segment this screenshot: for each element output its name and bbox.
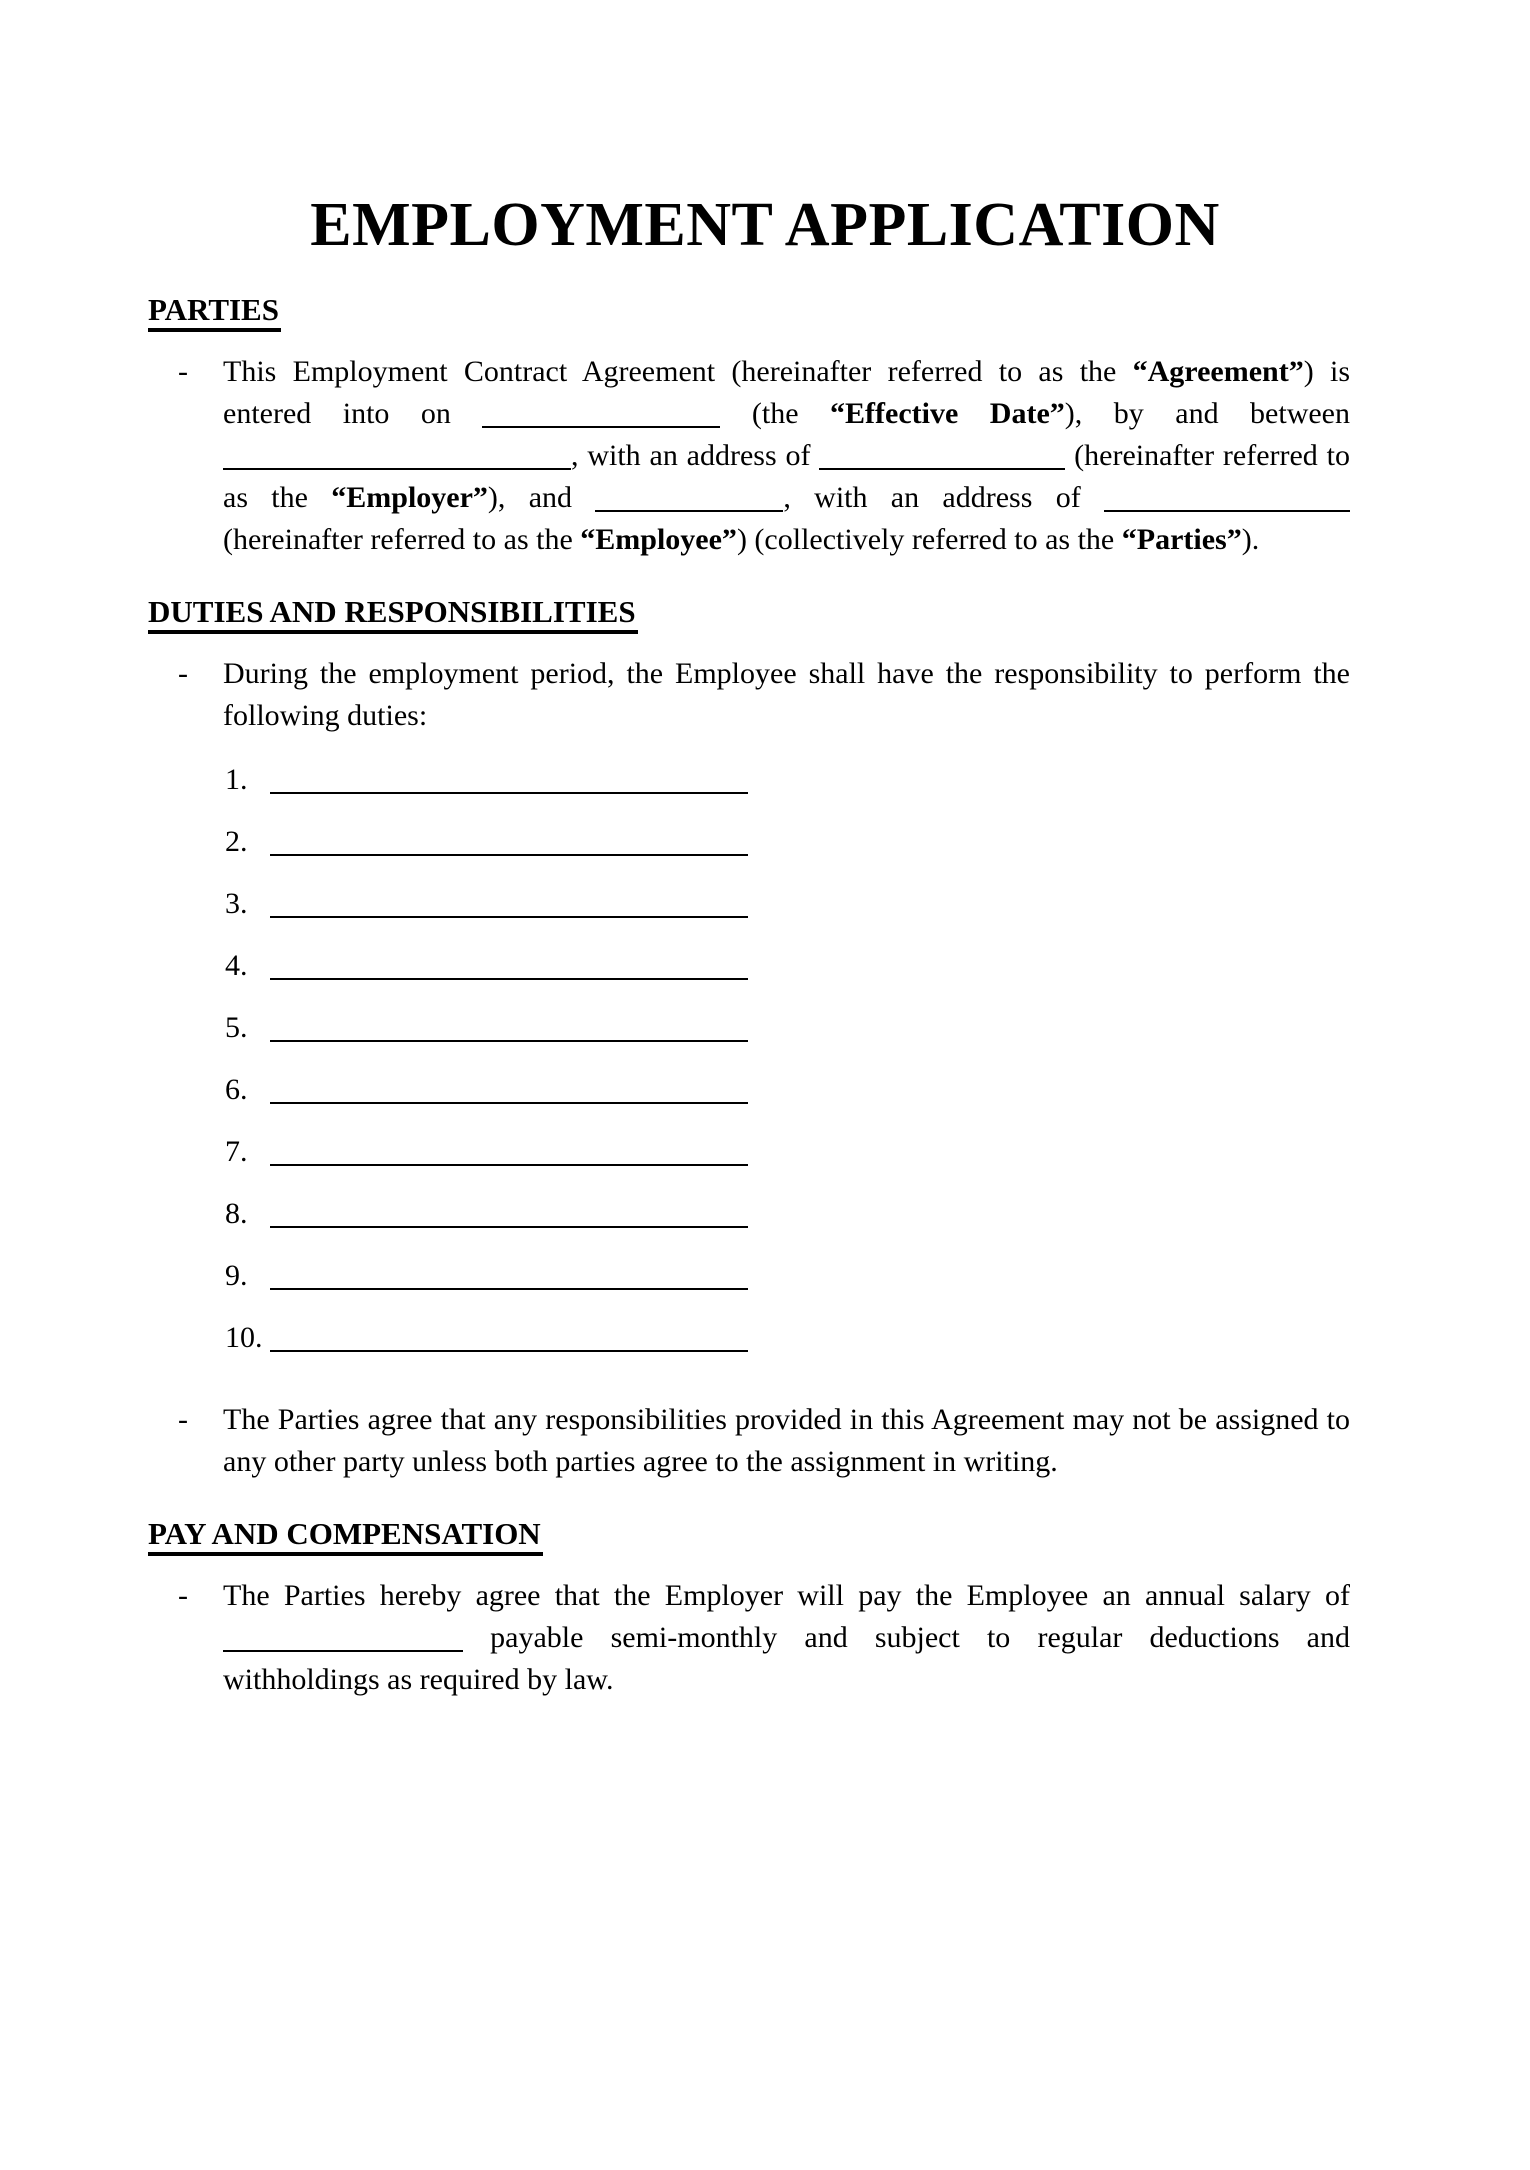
bold-text-run: “Employee” xyxy=(580,523,737,557)
text-run: ) (collectively referred to as the xyxy=(736,523,1122,557)
text-run: (the xyxy=(720,397,831,431)
duties-intro-paragraph xyxy=(223,653,1350,737)
employer-name-field[interactable] xyxy=(223,440,571,470)
duty-number: 1. xyxy=(225,763,248,797)
duty-blank-line[interactable] xyxy=(270,1012,748,1042)
section-heading-parties-label: PARTIES xyxy=(148,292,281,332)
section-heading-pay xyxy=(148,1513,1350,1555)
text-run: , with an address of xyxy=(571,439,820,473)
duty-list-row xyxy=(225,759,1350,801)
duty-blank-line[interactable] xyxy=(270,1198,748,1228)
duty-list-row xyxy=(225,883,1350,925)
parties-bullet xyxy=(148,351,1350,561)
duty-blank-line[interactable] xyxy=(270,764,748,794)
document-title: EMPLOYMENT APPLICATION xyxy=(310,191,1220,259)
text-run: During the employment period, the Employee shall have the responsibility to perform the following duties: xyxy=(223,657,1350,733)
bullet-dash: - xyxy=(178,1579,188,1613)
text-run: ) is entered into on xyxy=(223,355,1350,431)
duty-list-row xyxy=(225,1193,1350,1235)
employee-address-field[interactable] xyxy=(1104,482,1350,512)
duties-assignment-bullet xyxy=(148,1399,1350,1483)
bullet-dash: - xyxy=(178,657,188,691)
bold-text-run: “Effective Date” xyxy=(830,397,1065,431)
duty-number: 4. xyxy=(225,949,248,983)
text-run: , with an address of xyxy=(783,481,1104,515)
text-run: payable semi-monthly and subject to regular deductions and withholdings as required by law. xyxy=(223,1621,1350,1697)
annual-salary-field[interactable] xyxy=(223,1622,463,1652)
parties-paragraph xyxy=(223,351,1350,561)
duty-list-row xyxy=(225,1131,1350,1173)
duty-number: 6. xyxy=(225,1073,248,1107)
section-heading-duties xyxy=(148,591,1350,633)
duty-list-row xyxy=(225,1069,1350,1111)
text-run: The Parties hereby agree that the Employer will pay the Employee an annual salary of xyxy=(223,1579,1350,1613)
duty-list-row xyxy=(225,945,1350,987)
section-heading-parties xyxy=(148,289,1350,331)
duties-intro-bullet xyxy=(148,653,1350,737)
document-content xyxy=(148,289,1350,1701)
text-run: (hereinafter referred to as the xyxy=(223,439,1350,515)
duty-list-row xyxy=(225,1317,1350,1359)
duty-list-row xyxy=(225,1255,1350,1297)
document-page xyxy=(0,190,1530,2170)
bold-text-run: “Employer” xyxy=(331,481,488,515)
duty-number: 2. xyxy=(225,825,248,859)
text-run: (hereinafter referred to as the xyxy=(223,523,581,557)
text-run: The Parties agree that any responsibilities provided in this Agreement may not be assigned to any other party unless both parties agree to the assignment in writing. xyxy=(223,1403,1350,1479)
text-run: ), by and between xyxy=(1064,397,1351,431)
duty-number: 9. xyxy=(225,1259,248,1293)
duties-list xyxy=(225,759,1350,1359)
effective-date-field[interactable] xyxy=(482,398,720,428)
text-run: This Employment Contract Agreement (hereinafter referred to as the xyxy=(223,355,1133,389)
text-run: ). xyxy=(1241,523,1260,557)
duty-blank-line[interactable] xyxy=(270,1136,748,1166)
duty-list-row xyxy=(225,821,1350,863)
duty-blank-line[interactable] xyxy=(270,888,748,918)
duty-number: 10. xyxy=(225,1321,263,1355)
section-heading-duties-label: DUTIES AND RESPONSIBILITIES xyxy=(148,594,638,634)
bold-text-run: “Parties” xyxy=(1121,523,1242,557)
duty-number: 5. xyxy=(225,1011,248,1045)
pay-bullet xyxy=(148,1575,1350,1701)
duty-blank-line[interactable] xyxy=(270,826,748,856)
duty-number: 3. xyxy=(225,887,248,921)
duties-assignment-paragraph xyxy=(223,1399,1350,1483)
duty-blank-line[interactable] xyxy=(270,1322,748,1352)
employee-name-field[interactable] xyxy=(595,482,783,512)
bold-text-run: “Agreement” xyxy=(1132,355,1304,389)
pay-paragraph xyxy=(223,1575,1350,1701)
bullet-dash: - xyxy=(178,1403,188,1437)
duty-list-row xyxy=(225,1007,1350,1049)
duty-number: 8. xyxy=(225,1197,248,1231)
bullet-dash: - xyxy=(178,355,188,389)
text-run: ), and xyxy=(487,481,596,515)
duty-blank-line[interactable] xyxy=(270,1074,748,1104)
section-heading-pay-label: PAY AND COMPENSATION xyxy=(148,1516,543,1556)
duty-blank-line[interactable] xyxy=(270,1260,748,1290)
duty-number: 7. xyxy=(225,1135,248,1169)
employer-address-field[interactable] xyxy=(819,440,1065,470)
duty-blank-line[interactable] xyxy=(270,950,748,980)
